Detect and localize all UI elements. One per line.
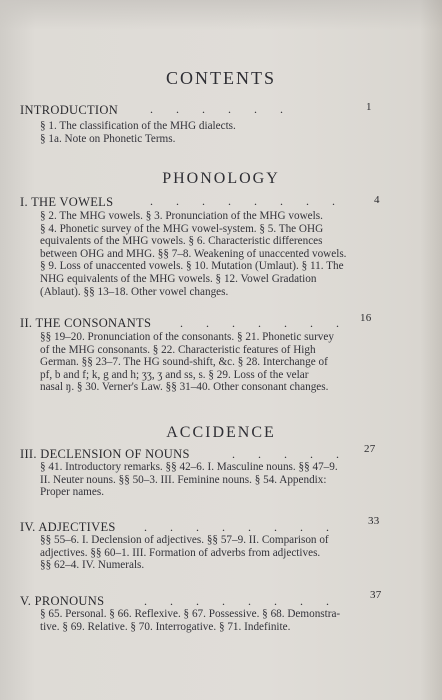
toc-line: pf, b and f; k, g and h; ʒʒ, ʒ and ss, s. § 29. Loss of the velar [40, 368, 309, 381]
leader-dots: . . . . . . [150, 102, 293, 116]
page-top-shade [0, 0, 442, 30]
toc-title: III. DECLENSION OF NOUNS [20, 447, 190, 461]
toc-line: German. §§ 23–7. The HG sound-shift, &c. § 28. Interchange of [40, 356, 328, 369]
toc-entry-adjectives [20, 515, 380, 535]
toc-body-adjectives [40, 534, 370, 572]
toc-entry-pronouns [20, 589, 382, 609]
toc-line: between OHG and MHG. §§ 7–8. Weakening of unaccented vowels. [40, 247, 347, 260]
toc-title: V. PRONOUNS [20, 594, 105, 608]
toc-line: II. Neuter nouns. §§ 50–3. III. Feminine nouns. § 54. Appendix: [40, 473, 327, 486]
toc-line: of the MHG consonants. § 22. Characteristic features of High [40, 343, 316, 356]
toc-page-number: 16 [360, 312, 372, 324]
leader-dots: . . . . . . . . [144, 594, 339, 608]
toc-line: § 1a. Note on Phonetic Terms. [40, 132, 176, 145]
toc-line: tive. § 69. Relative. § 70. Interrogative. § 71. Indefinite. [40, 620, 291, 633]
toc-entry-consonants [20, 312, 375, 331]
toc-line: § 1. The classification of the MHG dialects. [40, 120, 236, 132]
accidence-heading: ACCIDENCE [166, 424, 276, 441]
leader-dots: . . . . . [232, 447, 349, 461]
toc-line: §§ 62–4. IV. Numerals. [40, 559, 145, 572]
toc-body-pronouns [40, 608, 370, 633]
toc-page-number: 33 [368, 515, 380, 527]
toc-line: § 65. Personal. § 66. Reflexive. § 67. Possessive. § 68. Demonstra- [40, 608, 341, 620]
toc-title: I. THE VOWELS [20, 195, 114, 209]
leader-dots: . . . . . . . [180, 316, 349, 330]
toc-page-number: 4 [374, 194, 380, 206]
toc-title: IV. ADJECTIVES [20, 520, 116, 534]
toc-line: equivalents of the MHG vowels. § 6. Characteristic differences [40, 235, 323, 248]
toc-line: § 9. Loss of unaccented vowels. § 10. Mutation (Umlaut). § 11. The [40, 260, 344, 273]
toc-body-nouns [40, 461, 370, 499]
toc-line: Proper names. [40, 486, 105, 499]
page-edge-shadow [420, 0, 442, 700]
leader-dots: . . . . . . . . [144, 520, 339, 534]
toc-title: INTRODUCTION [20, 103, 119, 117]
toc-entry-introduction [20, 103, 375, 118]
toc-page-number: 37 [370, 589, 382, 601]
toc-line: §§ 55–6. I. Declension of adjectives. §§ 57–9. II. Comparison of [40, 534, 329, 546]
leader-dots: . . . . . . . . [150, 194, 345, 208]
toc-body-introduction [40, 120, 370, 145]
toc-line: § 2. The MHG vowels. § 3. Pronunciation of the MHG vowels. [40, 210, 323, 222]
toc-line: § 41. Introductory remarks. §§ 42–6. I. Masculine nouns. §§ 47–9. [40, 461, 338, 473]
toc-entry-vowels [20, 194, 380, 210]
phonology-heading: PHONOLOGY [162, 170, 280, 187]
toc-body-consonants [40, 331, 370, 394]
toc-page-number: 1 [366, 101, 372, 113]
toc-page-number: 27 [364, 443, 376, 455]
toc-line: §§ 19–20. Pronunciation of the consonants. § 21. Phonetic survey [40, 331, 334, 343]
toc-line: § 4. Phonetic survey of the MHG vowel-system. § 5. The OHG [40, 222, 324, 235]
toc-line: nasal ŋ. § 30. Verner's Law. §§ 31–40. Other consonant changes. [40, 381, 329, 394]
contents-heading: CONTENTS [166, 68, 276, 88]
toc-entry-nouns [20, 443, 376, 462]
toc-title: II. THE CONSONANTS [20, 316, 152, 330]
toc-body-vowels [40, 210, 370, 298]
toc-line: (Ablaut). §§ 13–18. Other vowel changes. [40, 285, 229, 298]
toc-line: NHG equivalents of the MHG vowels. § 12. Vowel Gradation [40, 272, 317, 285]
toc-line: adjectives. §§ 60–1. III. Formation of adverbs from adjectives. [40, 546, 321, 559]
